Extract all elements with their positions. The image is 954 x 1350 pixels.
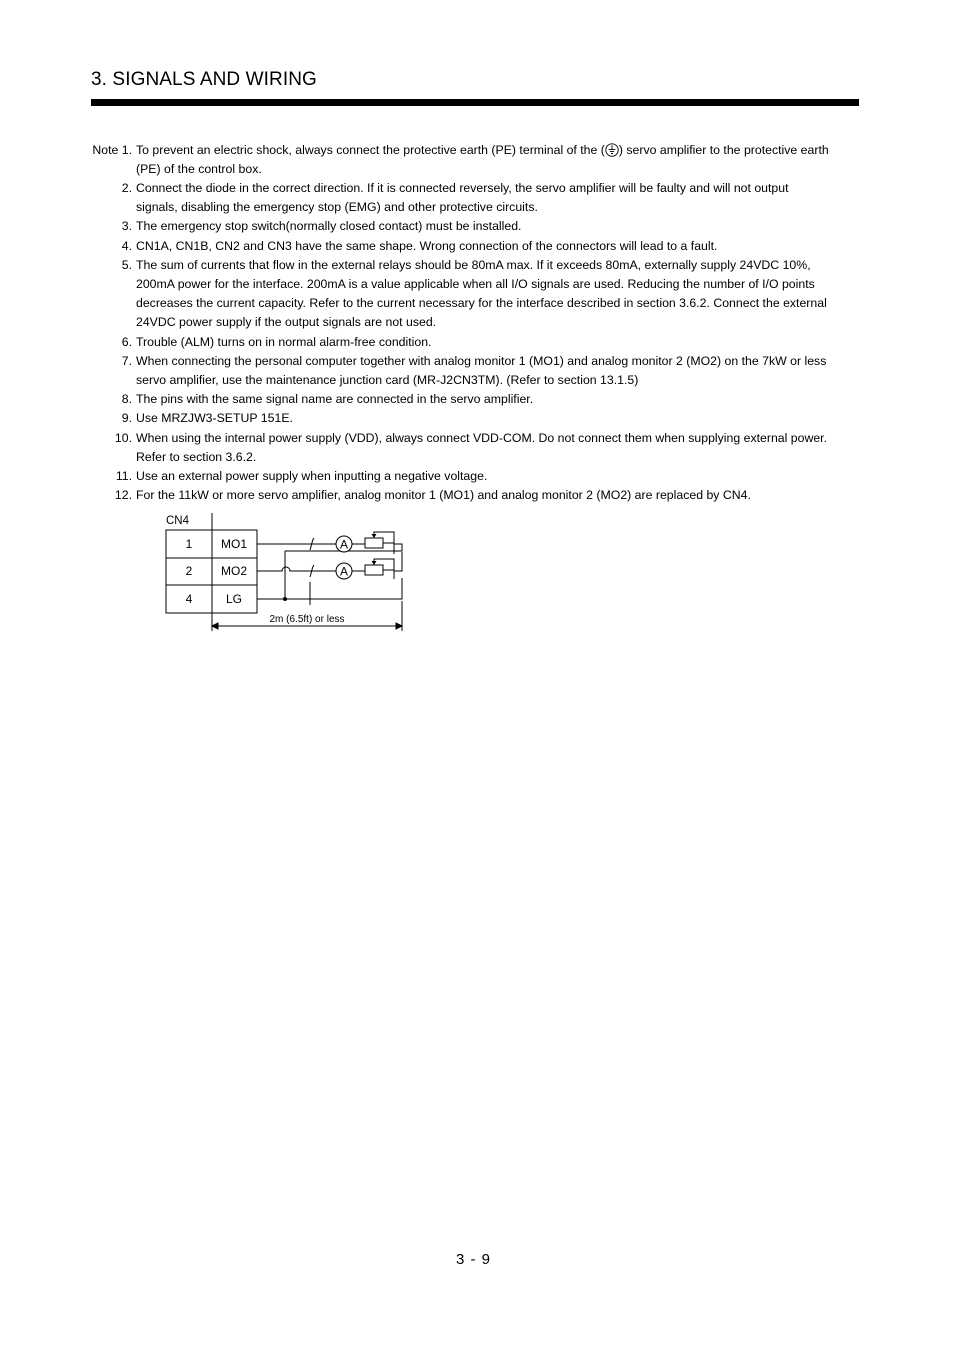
note-line: CN1A, CN1B, CN2 and CN3 have the same shape. Wrong connection of the connectors will lead to a fault. bbox=[136, 238, 718, 253]
note-line: 200mA power for the interface. 200mA is a value applicable when all I/O signals are used. Reducing the number of I/O points bbox=[136, 276, 815, 291]
note-line: The pins with the same signal name are connected in the servo amplifier. bbox=[136, 392, 534, 407]
note-number: 12. bbox=[114, 488, 132, 503]
note-number: 8. bbox=[121, 392, 132, 407]
note-number: 11. bbox=[115, 468, 132, 483]
note-number: 2. bbox=[121, 180, 132, 195]
meter-label: A bbox=[339, 564, 349, 579]
note-number: 6. bbox=[121, 334, 132, 349]
pin-number: 1 bbox=[185, 537, 193, 551]
note-line: servo amplifier, use the maintenance junction card (MR-J2CN3TM). (Refer to section 13.1.5) bbox=[136, 372, 639, 387]
note-line: decreases the current capacity. Refer to the current necessary for the interface described in section 3.6.2. Connect the external bbox=[136, 296, 827, 311]
pin-row bbox=[186, 537, 248, 551]
note-number: 10. bbox=[114, 430, 132, 445]
note-line: The emergency stop switch(normally closed contact) must be installed. bbox=[136, 219, 522, 234]
note-line: (PE) of the control box. bbox=[136, 161, 262, 176]
note-number: 3. bbox=[121, 219, 132, 234]
note-number: 4. bbox=[121, 238, 132, 253]
note-line: Use MRZJW3-SETUP 151E. bbox=[136, 411, 293, 426]
pin-signal: MO1 bbox=[220, 537, 248, 551]
note-line: When connecting the personal computer together with analog monitor 1 (MO1) and analog monitor 2 (MO2) on the 7kW or less bbox=[136, 353, 827, 368]
note-number: 7. bbox=[121, 353, 132, 368]
meter-2 bbox=[336, 559, 394, 579]
note-line: Connect the diode in the correct direction. If it is connected reversely, the servo amplifier will be faulty and will not output bbox=[136, 180, 789, 195]
pin-signal: LG bbox=[225, 592, 243, 606]
note-line: 24VDC power supply if the output signals are not used. bbox=[136, 315, 437, 330]
note-line: signals, disabling the emergency stop (EMG) and other protective circuits. bbox=[136, 200, 538, 215]
pin-row bbox=[186, 592, 242, 606]
note-number: Note 1. bbox=[92, 142, 132, 157]
note-line: For the 11kW or more servo amplifier, analog monitor 1 (MO1) and analog monitor 2 (MO2) are replaced by CN4. bbox=[136, 488, 751, 503]
page-title: 3. SIGNALS AND WIRING bbox=[91, 69, 317, 90]
pin-number: 4 bbox=[185, 592, 193, 606]
note-number: 5. bbox=[121, 257, 132, 272]
note-line: When using the internal power supply (VDD), always connect VDD-COM. Do not connect them when supplying external power. bbox=[136, 430, 828, 445]
note-line bbox=[136, 141, 829, 160]
page-number: 3 - 9 bbox=[456, 1251, 492, 1268]
note-text: To prevent an electric shock, always connect the protective earth (PE) terminal of the ( bbox=[136, 142, 605, 157]
pin-signal: MO2 bbox=[220, 564, 248, 578]
cn4-wiring-diagram bbox=[160, 510, 420, 640]
meter-label: A bbox=[339, 537, 349, 552]
note-line: Trouble (ALM) turns on in normal alarm-free condition. bbox=[136, 334, 432, 349]
note-text: ) servo amplifier to the protective earth bbox=[618, 142, 829, 157]
junction-dot bbox=[283, 597, 287, 601]
note-line: The sum of currents that flow in the external relays should be 80mA max. If it exceeds 80mA, externally supply 24VDC 10%, bbox=[136, 257, 811, 272]
pin-row bbox=[186, 564, 248, 578]
note-number: 9. bbox=[121, 411, 132, 426]
note-line: Use an external power supply when inputting a negative voltage. bbox=[136, 468, 488, 483]
pin-number: 2 bbox=[185, 564, 193, 578]
protective-earth-icon bbox=[605, 143, 619, 157]
connector-label: CN4 bbox=[166, 515, 190, 527]
note-line: Refer to section 3.6.2. bbox=[136, 449, 257, 464]
variable-resistor-icon bbox=[365, 565, 383, 575]
variable-resistor-icon bbox=[365, 538, 383, 548]
title-rule bbox=[91, 99, 859, 106]
cable-length-label: 2m (6.5ft) or less bbox=[269, 614, 345, 625]
